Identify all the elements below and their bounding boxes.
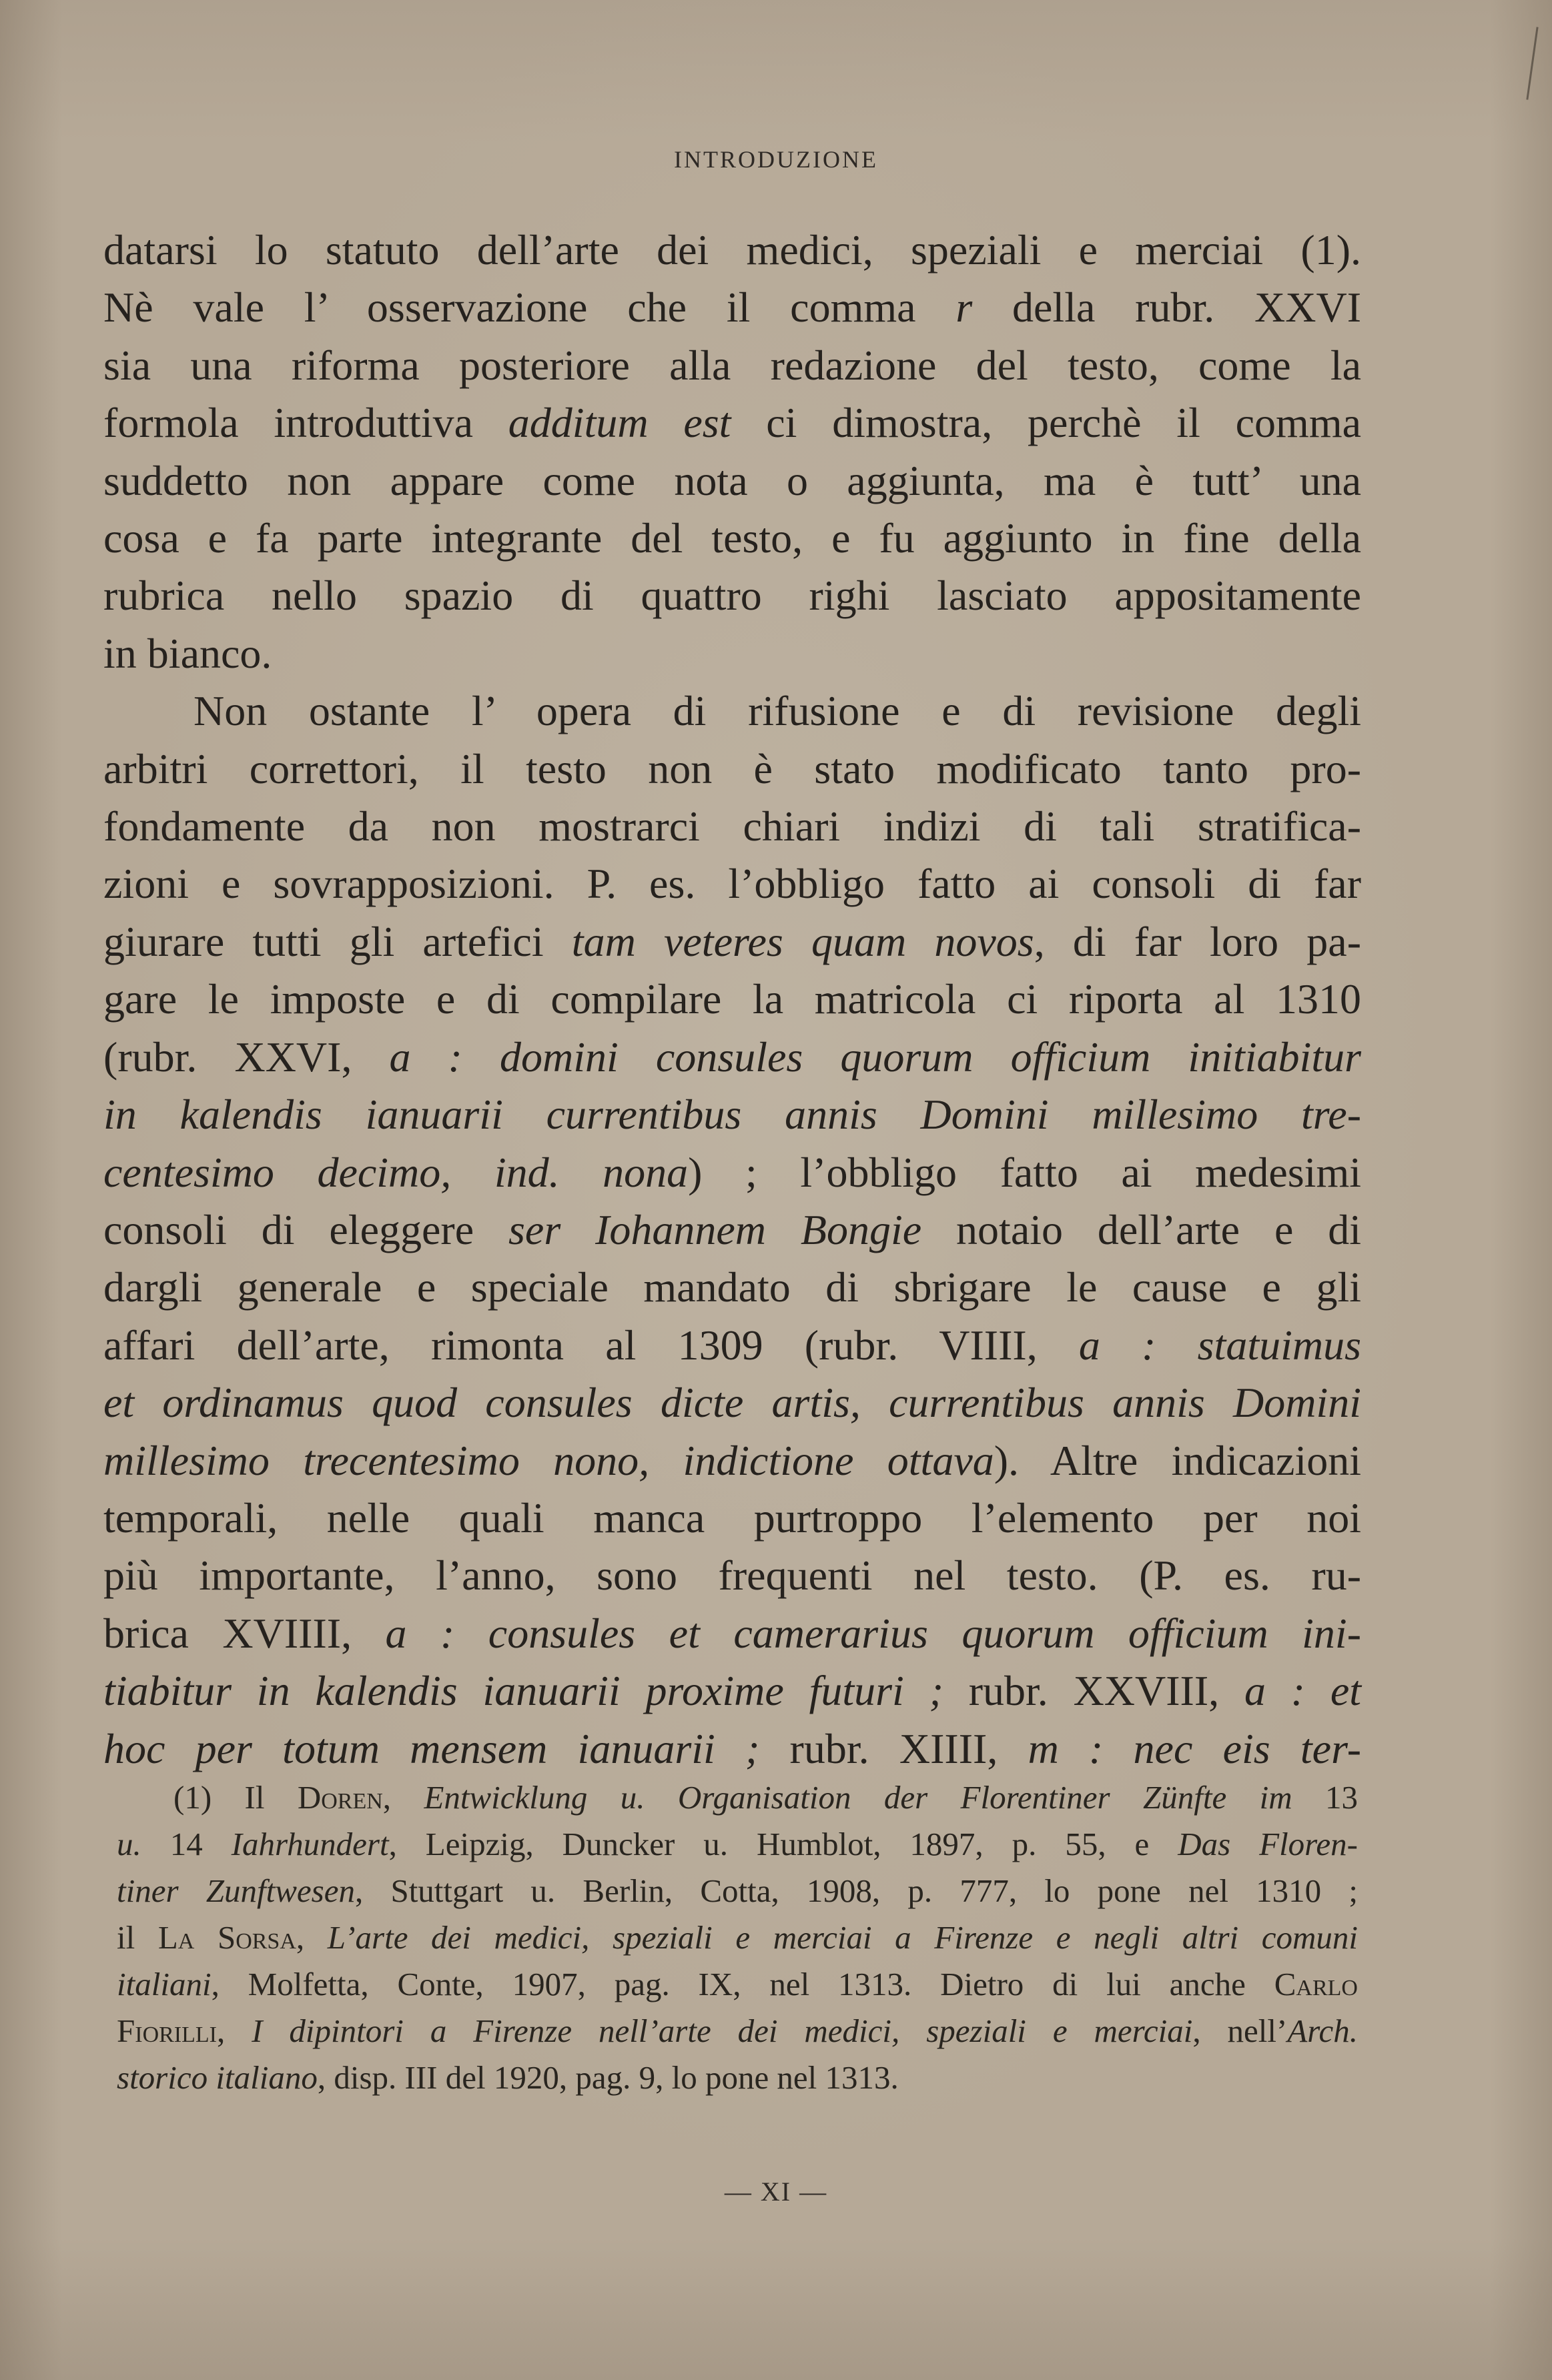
text-run: zioni e sovrapposizioni. P. es. l’obbligo fatto ai consoli di far (103, 860, 1361, 908)
text-run: ). Altre indicazioni (994, 1436, 1361, 1484)
body-line (103, 798, 1361, 855)
footnote-line (117, 1868, 1358, 1914)
text-run: (1) Il (173, 1779, 298, 1816)
footnote-line (117, 1914, 1358, 1961)
body-line (103, 279, 1361, 336)
text-run: notaio dell’arte e di (921, 1205, 1362, 1253)
footnote-line (117, 1821, 1358, 1868)
body-line (103, 1259, 1361, 1316)
italic-text: u. (117, 1826, 141, 1862)
italic-text: Arch. (1287, 2012, 1359, 2049)
body-line (103, 1605, 1361, 1662)
body-line (103, 337, 1361, 394)
italic-text: tiner Zunftwesen (117, 1872, 355, 1909)
footnote (117, 1774, 1358, 2101)
text-run: dargli generale e speciale mandato di sbrigare le cause e gli (103, 1263, 1361, 1311)
italic-text: hoc per totum mensem ianuarii ; (103, 1724, 760, 1772)
body-line (103, 1144, 1361, 1201)
text-run: , (217, 2012, 252, 2049)
body-line (103, 221, 1361, 279)
italic-text: ser Iohannem Bongie (508, 1205, 922, 1253)
italic-text: tam veteres quam novos (571, 917, 1034, 965)
body-line (103, 452, 1361, 510)
body-line (103, 1029, 1361, 1086)
text-run: ci dimostra, perchè il comma (731, 399, 1362, 447)
italic-text: m : nec eis ter- (1028, 1724, 1362, 1772)
italic-text: Entwicklung u. Organisation der Florentiner Zünfte im (424, 1779, 1292, 1816)
body-line (103, 1720, 1361, 1778)
body-line (103, 1432, 1361, 1490)
italic-text: a : consules et camerarius quorum officium ini- (385, 1609, 1361, 1657)
text-run: in bianco. (103, 629, 272, 677)
italic-text: I dipintori a Firenze nell’arte dei medici, speziali e merciai (252, 2012, 1193, 2049)
text-run: ) ; l’obbligo fatto ai medesimi (688, 1148, 1362, 1196)
italic-text: a : statuimus (1078, 1321, 1362, 1369)
footnote-line (117, 2008, 1358, 2054)
text-run: brica XVIIII, (103, 1609, 386, 1657)
footnote-line (117, 1961, 1358, 2008)
text-run: , Molfetta, Conte, 1907, pag. IX, nel 1313. Dietro di lui anche (211, 1966, 1274, 2002)
body-line (103, 567, 1361, 624)
text-run: rubrica nello spazio di quattro righi lasciato appositamente (103, 572, 1361, 620)
text-run: Nè vale l’ osservazione che il comma (103, 283, 956, 332)
body-line (103, 682, 1361, 740)
text-run: , nell’ (1192, 2012, 1288, 2049)
text-run: consoli di eleggere (103, 1205, 508, 1253)
body-line (103, 1374, 1361, 1431)
text-run: della rubr. XXVI (972, 283, 1361, 332)
italic-text: et ordinamus quod consules dicte artis, currentibus annis Domini (103, 1379, 1361, 1427)
body-line (103, 1547, 1361, 1604)
text-run: più importante, l’anno, sono frequenti nel testo. (P. es. ru- (103, 1552, 1361, 1600)
small-caps-name: Doren (297, 1779, 383, 1816)
text-run: giurare tutti gli artefici (103, 917, 572, 965)
small-caps-name: La Sorsa (157, 1919, 296, 1956)
body-line (103, 740, 1361, 798)
text-run: datarsi lo statuto dell’arte dei medici, speziali e merciai (1). (103, 226, 1361, 273)
text-run: sia una riforma posteriore alla redazione del testo, come la (103, 341, 1361, 389)
italic-text: centesimo decimo, ind. nona (103, 1148, 689, 1196)
italic-text: millesimo trecentesimo nono, indictione ottava (103, 1436, 994, 1484)
italic-text: tiabitur in kalendis ianuarii proxime futuri ; (103, 1667, 943, 1715)
body-text (103, 221, 1361, 1778)
italic-text: storico italiano (117, 2059, 318, 2096)
text-run: , (296, 1919, 328, 1956)
body-line (103, 971, 1361, 1028)
italic-text: r (955, 283, 973, 332)
body-line (103, 1662, 1361, 1720)
body-line (103, 510, 1361, 567)
italic-text: italiani (117, 1966, 212, 2002)
body-line (103, 1086, 1361, 1143)
text-run: rubr. XXVIII, (943, 1667, 1244, 1715)
text-run: (rubr. XXVI, (103, 1033, 390, 1081)
italic-text: a : et (1244, 1667, 1362, 1715)
body-line (103, 1201, 1361, 1259)
body-line (103, 394, 1361, 452)
footnote-line (117, 2054, 1358, 2101)
text-run: , Stuttgart u. Berlin, Cotta, 1908, p. 777, lo pone nel 1310 ; (354, 1872, 1358, 1909)
text-run: temporali, nelle quali manca purtroppo l’elemento per noi (103, 1494, 1361, 1542)
small-caps-name: Fiorilli (117, 2012, 217, 2049)
body-line (103, 855, 1361, 913)
text-run: il (117, 1919, 158, 1956)
text-run: rubr. XIIII, (759, 1724, 1028, 1772)
text-run: Non ostante l’ opera di rifusione e di revisione degli (193, 687, 1361, 735)
text-run: 14 (141, 1826, 232, 1862)
text-run: formola introduttiva (103, 399, 508, 447)
body-line (103, 913, 1361, 971)
text-run: gare le imposte e di compilare la matricola ci riporta al 1310 (103, 975, 1361, 1023)
italic-text: a : domini consules quorum officium initiabitur (389, 1033, 1362, 1081)
italic-text: in kalendis ianuarii currentibus annis Domini millesimo tre- (103, 1091, 1361, 1139)
text-run: , Leipzig, Duncker u. Humblot, 1897, p. 55, e (388, 1826, 1178, 1862)
text-run: , (382, 1779, 424, 1816)
small-caps-name: Carlo (1274, 1966, 1358, 2002)
text-run: fondamente da non mostrarci chiari indizi di tali stratifica- (103, 802, 1361, 850)
body-line (103, 625, 1361, 682)
body-line (103, 1490, 1361, 1547)
italic-text: Das Floren- (1178, 1826, 1358, 1862)
text-run: suddetto non appare come nota o aggiunta, ma è tutt’ una (103, 456, 1361, 504)
italic-text: L’arte dei medici, speziali e merciai a Firenze e negli altri comuni (327, 1919, 1358, 1956)
page-edge-mark (1526, 27, 1538, 99)
body-line (103, 1317, 1361, 1374)
footnote-line (117, 1774, 1358, 1821)
text-run: , disp. III del 1920, pag. 9, lo pone nel 1313. (317, 2059, 899, 2096)
text-run: cosa e fa parte integrante del testo, e fu aggiunto in fine della (103, 514, 1361, 562)
italic-text: additum est (508, 399, 731, 447)
text-run: affari dell’arte, rimonta al 1309 (rubr. VIIII, (103, 1321, 1079, 1369)
running-head: INTRODUZIONE (674, 146, 878, 173)
page-number: — XI — (724, 2177, 828, 2207)
text-run: arbitri correttori, il testo non è stato modificato tanto pro- (103, 744, 1361, 792)
italic-text: Iahrhundert (231, 1826, 389, 1862)
text-run: , di far loro pa- (1034, 917, 1362, 965)
text-run: 13 (1292, 1779, 1359, 1816)
